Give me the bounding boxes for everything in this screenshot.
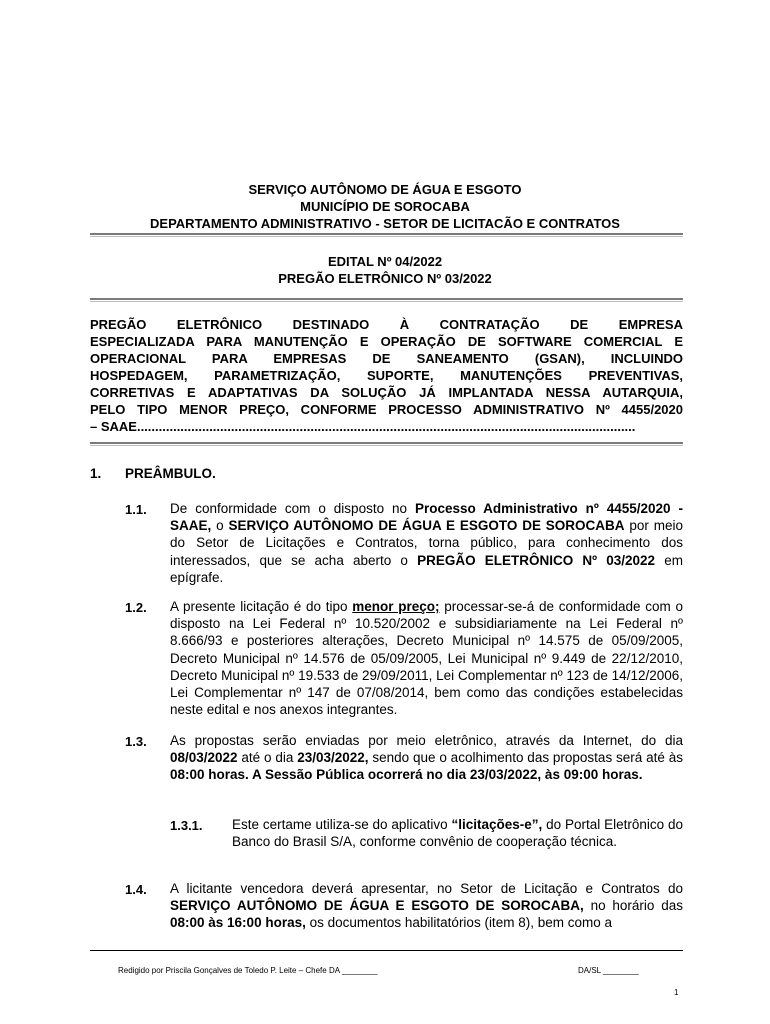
- edital-rule: [90, 298, 683, 302]
- item-number: 1.3.: [125, 734, 147, 749]
- item-1-3-text: As propostas serão enviadas por meio eletrônico, através da Internet, do dia 08/03/2022 até o dia 23/03/2022, sendo que o acolhimento das propostas será até às 08:00 horas. A Sessão Pública ocorrerá no dia 23/03/2022, às 09:00 horas.: [170, 733, 683, 783]
- item-number: 1.1.: [125, 502, 147, 517]
- item-number: 1.3.1.: [170, 818, 203, 833]
- header-line-3: DEPARTAMENTO ADMINISTRATIVO - SETOR DE LICITACÃO E CONTRATOS: [150, 216, 620, 231]
- section-number: 1.: [90, 466, 102, 481]
- object-title-line: HOSPEDAGEM, PARAMETRIZAÇÃO, SUPORTE, MANUTENÇÕES PREVENTIVAS,: [90, 368, 683, 383]
- section-title: PREÂMBULO.: [125, 466, 216, 481]
- edital-number: EDITAL Nº 04/2022: [327, 254, 443, 269]
- item-1-2-text: A presente licitação é do tipo menor preço; processar-se-á de conformidade com o disposto na Lei Federal nº 10.520/2002 e subsidiariamente na Lei Federal nº 8.666/93 e posteriores alterações, Decreto Municipal nº 14.575 de 05/09/2005, Decreto Municipal nº 14.576 de 05/09/2005, Lei Municipal nº 9.449 de 22/12/2010, Decreto Municipal nº 19.533 de 29/09/2011, Lei Complementar nº 123 de 14/12/2006, Lei Complementar nº 147 de 07/08/2014, bem como das condições estabelecidas neste edital e nos anexos integrantes.: [170, 599, 683, 718]
- footer-initials: DA/SL ________: [578, 966, 639, 975]
- header-rule: [90, 233, 683, 237]
- item-number: 1.4.: [125, 882, 147, 897]
- object-title: [90, 316, 683, 435]
- header-line-1: SERVIÇO AUTÔNOMO DE ÁGUA E ESGOTO: [248, 182, 522, 197]
- object-title-line: CORRETIVAS E ADAPTATIVAS DA SOLUÇÃO JÁ IMPLANTADA NESSA AUTARQUIA,: [90, 385, 683, 400]
- item-1-4-text: A licitante vencedora deverá apresentar, no Setor de Licitação e Contratos do SERVIÇO AUTÔNOMO DE ÁGUA E ESGOTO DE SOROCABA, no horário das 08:00 às 16:00 horas, os documentos habilitatórios (item 8), bem como a: [170, 881, 683, 931]
- footer-rule: [90, 950, 683, 951]
- object-title-line: ESPECIALIZADA PARA MANUTENÇÃO E OPERAÇÃO DE SOFTWARE COMERCIAL E: [90, 334, 683, 349]
- header-line-2: MUNICÍPIO DE SOROCABA: [300, 199, 470, 214]
- object-title-line: PREGÃO ELETRÔNICO DESTINADO À CONTRATAÇÃO DE EMPRESA: [90, 317, 683, 332]
- object-title-line: PELO TIPO MENOR PREÇO, CONFORME PROCESSO ADMINISTRATIVO Nº 4455/2020: [90, 402, 683, 417]
- item-1-1-text: De conformidade com o disposto no Processo Administrativo nº 4455/2020 - SAAE, o SERVIÇO AUTÔNOMO DE ÁGUA E ESGOTO DE SOROCABA por meio do Setor de Licitações e Contratos, torna público, para conhecimento dos interessados, que se acha aberto o PREGÃO ELETRÔNICO Nº 03/2022 em epígrafe.: [170, 501, 683, 585]
- pregao-number: PREGÃO ELETRÔNICO Nº 03/2022: [278, 271, 492, 286]
- item-1-3-1-text: Este certame utiliza-se do aplicativo “licitações-e”, do Portal Eletrônico do Banco do Brasil S/A, conforme convênio de cooperação técnica.: [232, 817, 683, 850]
- item-number: 1.2.: [125, 600, 147, 615]
- footer-author: Redigido por Priscila Gonçalves de Toledo P. Leite – Chefe DA ________: [118, 966, 378, 975]
- object-title-line: – SAAE..........................................................................................................................................: [90, 419, 636, 434]
- title-rule: [90, 442, 683, 446]
- page-number: 1: [674, 988, 679, 997]
- object-title-line: OPERACIONAL PARA EMPRESAS DE SANEAMENTO (GSAN), INCLUINDO: [90, 351, 683, 366]
